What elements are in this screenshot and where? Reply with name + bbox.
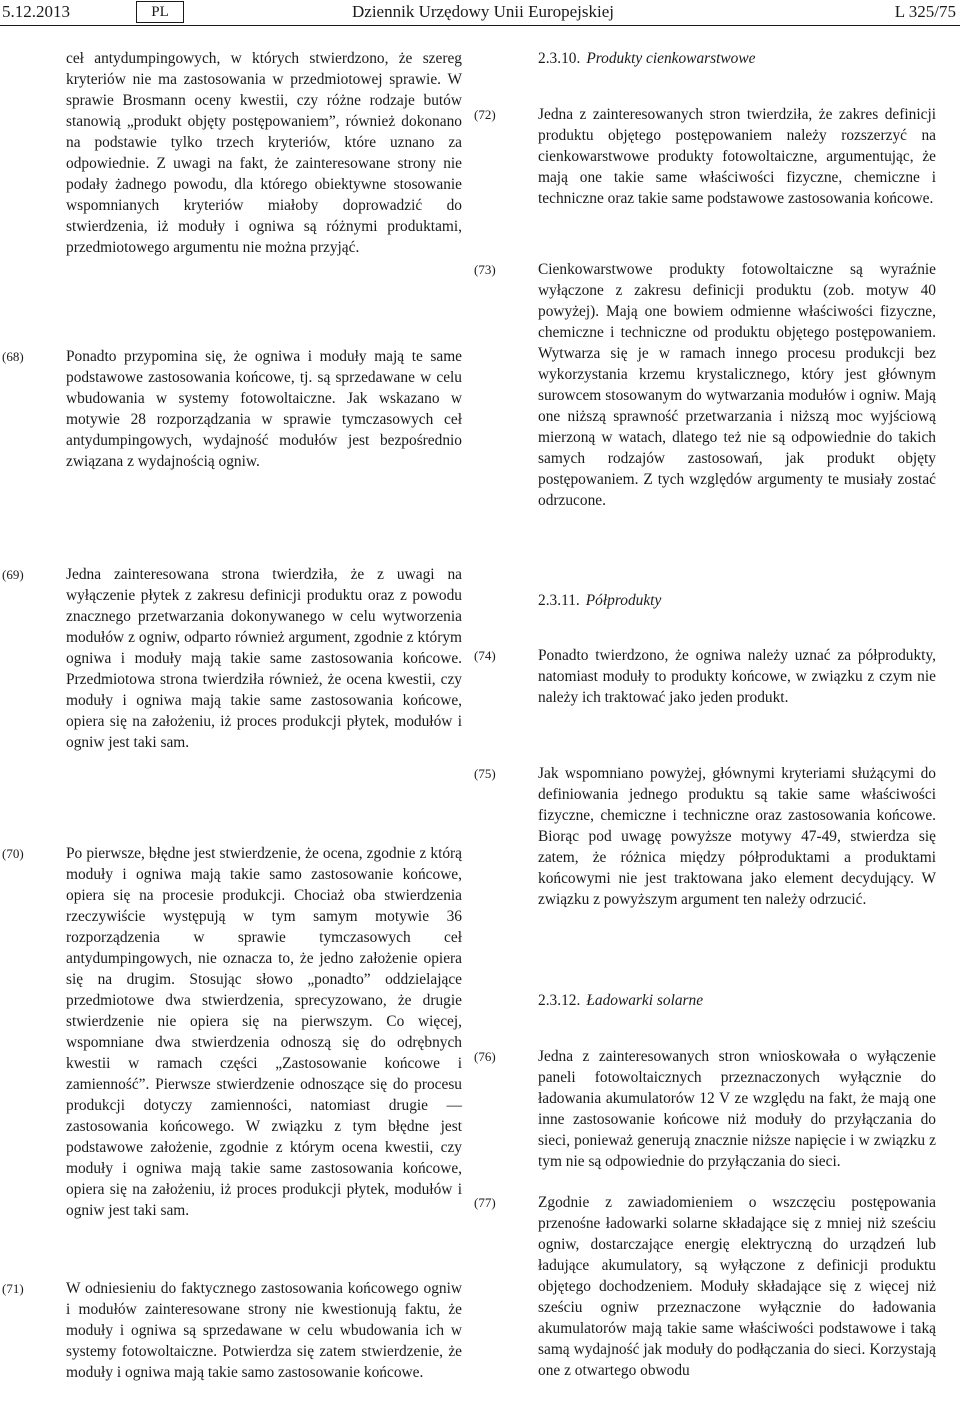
- paragraph-number: (68): [2, 349, 24, 364]
- paragraph-text: Zgodnie z zawiadomieniem o wszczęciu postępowania przenośne ładowarki solarne składające się z mniej niż sześciu ogniw, dostarczające energię elektryczną do urządzeń lub ładujące akumulatory, są wyłączone z definicji produktu objętego dochodzeniem. Moduły składające się z więcej niż sześciu ogniw przeznaczone wyłącznie do ładowania akumulatorów mają takie same właściwości podstawowe i taką samą wydajność jak moduły do podłączania do sieci. Korzystają one z otwartego obwodu: [538, 1194, 936, 1379]
- header-rule: [0, 25, 960, 26]
- section-number: 2.3.12.: [538, 992, 581, 1009]
- paragraph-text: Po pierwsze, błędne jest stwierdzenie, że ocena, zgodnie z którą moduły i ogniwa mają takie samo zastosowanie końcowe, opiera się na procesie produkcji. Chociaż oba stwierdzenia rzeczywiście występują w tym samym motywie 36 rozporządzenia w sprawie tymczasowych ceł antydumpingowych, nie oznacza to, że jedno założenie opiera się na drugim. Stosując słowo „ponadto” oddzielające przedmiotowe dwa stwierdzenia, sprecyzowano, że drugie stwierdzenie nie opiera się na pierwszym. Co więcej, wspomniane dwa stwierdzenia odnoszą się do odrębnych kwestii w ramach części „Zastosowanie końcowe i zamienność”. Pierwsze stwierdzenie odnoszące się do procesu produkcji dotyczy zamienności, natomiast drugie — zastosowania końcowego. W związku z tym błędne jest podstawowe założenie, zgodnie z którym ocena kwestii, czy moduły i ogniwa mają takie same zastosowania końcowe, opiera się na założeniu, iż proces produkcji płytek, modułów i ogniw jest taki sam.: [66, 845, 462, 1219]
- paragraph-number: (77): [474, 1195, 496, 1210]
- paragraph-number: (75): [474, 766, 496, 781]
- paragraph-text: W odniesieniu do faktycznego zastosowania końcowego ogniw i modułów zainteresowane strony nie kwestionują faktu, że moduły i ogniwa są sprzedawane w celu wbudowania ich w systemy fotowoltaiczne. Potwierdza się zatem stwierdzenie, że moduły i ogniwa mają takie samo zastosowanie końcowe.: [66, 1280, 462, 1381]
- section-heading-2-3-11: [538, 590, 661, 611]
- paragraph-number: (70): [2, 846, 24, 861]
- section-number: 2.3.11.: [538, 592, 580, 609]
- paragraph-68: [2, 346, 462, 472]
- paragraph-number: (69): [2, 567, 24, 582]
- paragraph-67-continued: [66, 48, 462, 258]
- section-title: Ładowarki solarne: [586, 992, 704, 1009]
- paragraph-76: [474, 1046, 936, 1172]
- paragraph-77: [474, 1192, 936, 1381]
- language-badge: PL: [136, 1, 184, 23]
- paragraph-number: (74): [474, 648, 496, 663]
- section-title: Półprodukty: [585, 592, 662, 609]
- paragraph-74: [474, 645, 936, 708]
- paragraph-70: [2, 843, 462, 1221]
- paragraph-text: Jedna z zainteresowanych stron twierdziła, że zakres definicji produktu objętego postępowaniem należy rozszerzyć na cienkowarstwowe produkty fotowoltaiczne, argumentując, że mają one takie same właściwości fizyczne, chemiczne i techniczne oraz takie same podstawowe zastosowania końcowe.: [538, 106, 936, 207]
- paragraph-text: Ponadto twierdzono, że ogniwa należy uznać za półprodukty, natomiast moduły to produkty końcowe, w związku z czym nie należy ich traktować jako jeden produkt.: [538, 647, 936, 706]
- paragraph-71: [2, 1278, 462, 1383]
- section-heading-2-3-12: [538, 990, 703, 1011]
- paragraph-number: (73): [474, 262, 496, 277]
- paragraph-text: Ponadto przypomina się, że ogniwa i moduły mają te same podstawowe zastosowania końcowe, tj. są sprzedawane w celu wbudowania w systemy fotowoltaiczne. Jak wskazano w motywie 28 rozporządzania w sprawie tymczasowych ceł antydumpingowych, wydajność modułów jest bezpośrednio związana z wydajnością ogniw.: [66, 348, 462, 470]
- journal-title: Dziennik Urzędowy Unii Europejskiej: [352, 2, 615, 21]
- section-heading-2-3-10: [538, 48, 755, 69]
- paragraph-number: (76): [474, 1049, 496, 1064]
- paragraph-75: [474, 763, 936, 910]
- paragraph-text: ceł antydumpingowych, w których stwierdzono, że szereg kryteriów nie ma zastosowania w przedmiotowej sprawie. W sprawie Brosmann oceny kwestii, czy różne rodzaje butów stanowią „produkt objęty postępowaniem”, również dokonano na podstawie tylko trzech kryteriów, które uznano za odpowiednie. Z uwagi na fakt, że zainteresowane strony nie podały żadnego powodu, dla którego obiektywne stosowanie wspomnianych kryteriów miałoby doprowadzić do stwierdzenia, iż moduły i ogniwa są różnymi produktami, przedmiotowego argumentu nie można przyjąć.: [66, 50, 462, 256]
- section-title: Produkty cienkowarstwowe: [586, 50, 756, 67]
- paragraph-text: Jedna z zainteresowanych stron wnioskowała o wyłączenie paneli fotowoltaicznych przeznaczonych wyłącznie do ładowania akumulatorów 12 V ze względu na fakt, że mają one inne zastosowanie końcowe niż moduły do przyłączania do sieci, ponieważ generują znacznie niższe napięcie i w związku z tym nie są odpowiednie do przyłączania do sieci.: [538, 1048, 936, 1170]
- publication-date: 5.12.2013: [2, 2, 70, 21]
- paragraph-72: [474, 104, 936, 209]
- paragraph-number: (71): [2, 1281, 24, 1296]
- paragraph-text: Jedna zainteresowana strona twierdziła, że z uwagi na wyłączenie płytek z zakresu definicji produktu oraz z powodu znacznego przetwarzania dokonywanego w celu wytworzenia modułów z ogniw, odparto również argument, zgodnie z którym ogniwa i moduły mają takie same zastosowania końcowe. Przedmiotowa strona twierdziła również, że ocena kwestii, czy moduły i ogniwa mają takie same zastosowania końcowe, opiera się na założeniu, iż proces produkcji płytek, modułów i ogniw jest taki sam.: [66, 566, 462, 751]
- page-header: [0, 0, 960, 26]
- paragraph-text: Jak wspomniano powyżej, głównymi kryteriami służącymi do definiowania jednego produktu są takie same właściwości fizyczne, chemiczne i techniczne oraz zastosowania końcowe. Biorąc pod uwagę powyższe motywy 47-49, stwierdza się zatem, że różnica między półproduktami a produktami końcowymi nie jest traktowana jako element decydujący. W związku z powyższym argument ten należy odrzucić.: [538, 765, 936, 908]
- paragraph-69: [2, 564, 462, 753]
- page-number: L 325/75: [894, 2, 956, 21]
- paragraph-text: Cienkowarstwowe produkty fotowoltaiczne są wyraźnie wyłączone z zakresu definicji produktu (zob. motyw 40 powyżej). Mają one bowiem odmienne właściwości fizyczne, chemiczne i techniczne od produktu objętego postępowaniem. Wytwarza się je w ramach innego procesu produkcji bez wykorzystania krzemu krystalicznego, który jest głównym surowcem stosowanym do wytwarzania modułów i ogniw. Mają one niższą sprawność przetwarzania i niższą moc wyjściową mierzoną w watach, dlatego też nie są odpowiednie do takich samych rodzajów zastosowań, jak produkt objęty postępowaniem. Z tych względów argumenty te musiały zostać odrzucone.: [538, 261, 936, 509]
- paragraph-number: (72): [474, 107, 496, 122]
- section-number: 2.3.10.: [538, 50, 581, 67]
- paragraph-73: [474, 259, 936, 511]
